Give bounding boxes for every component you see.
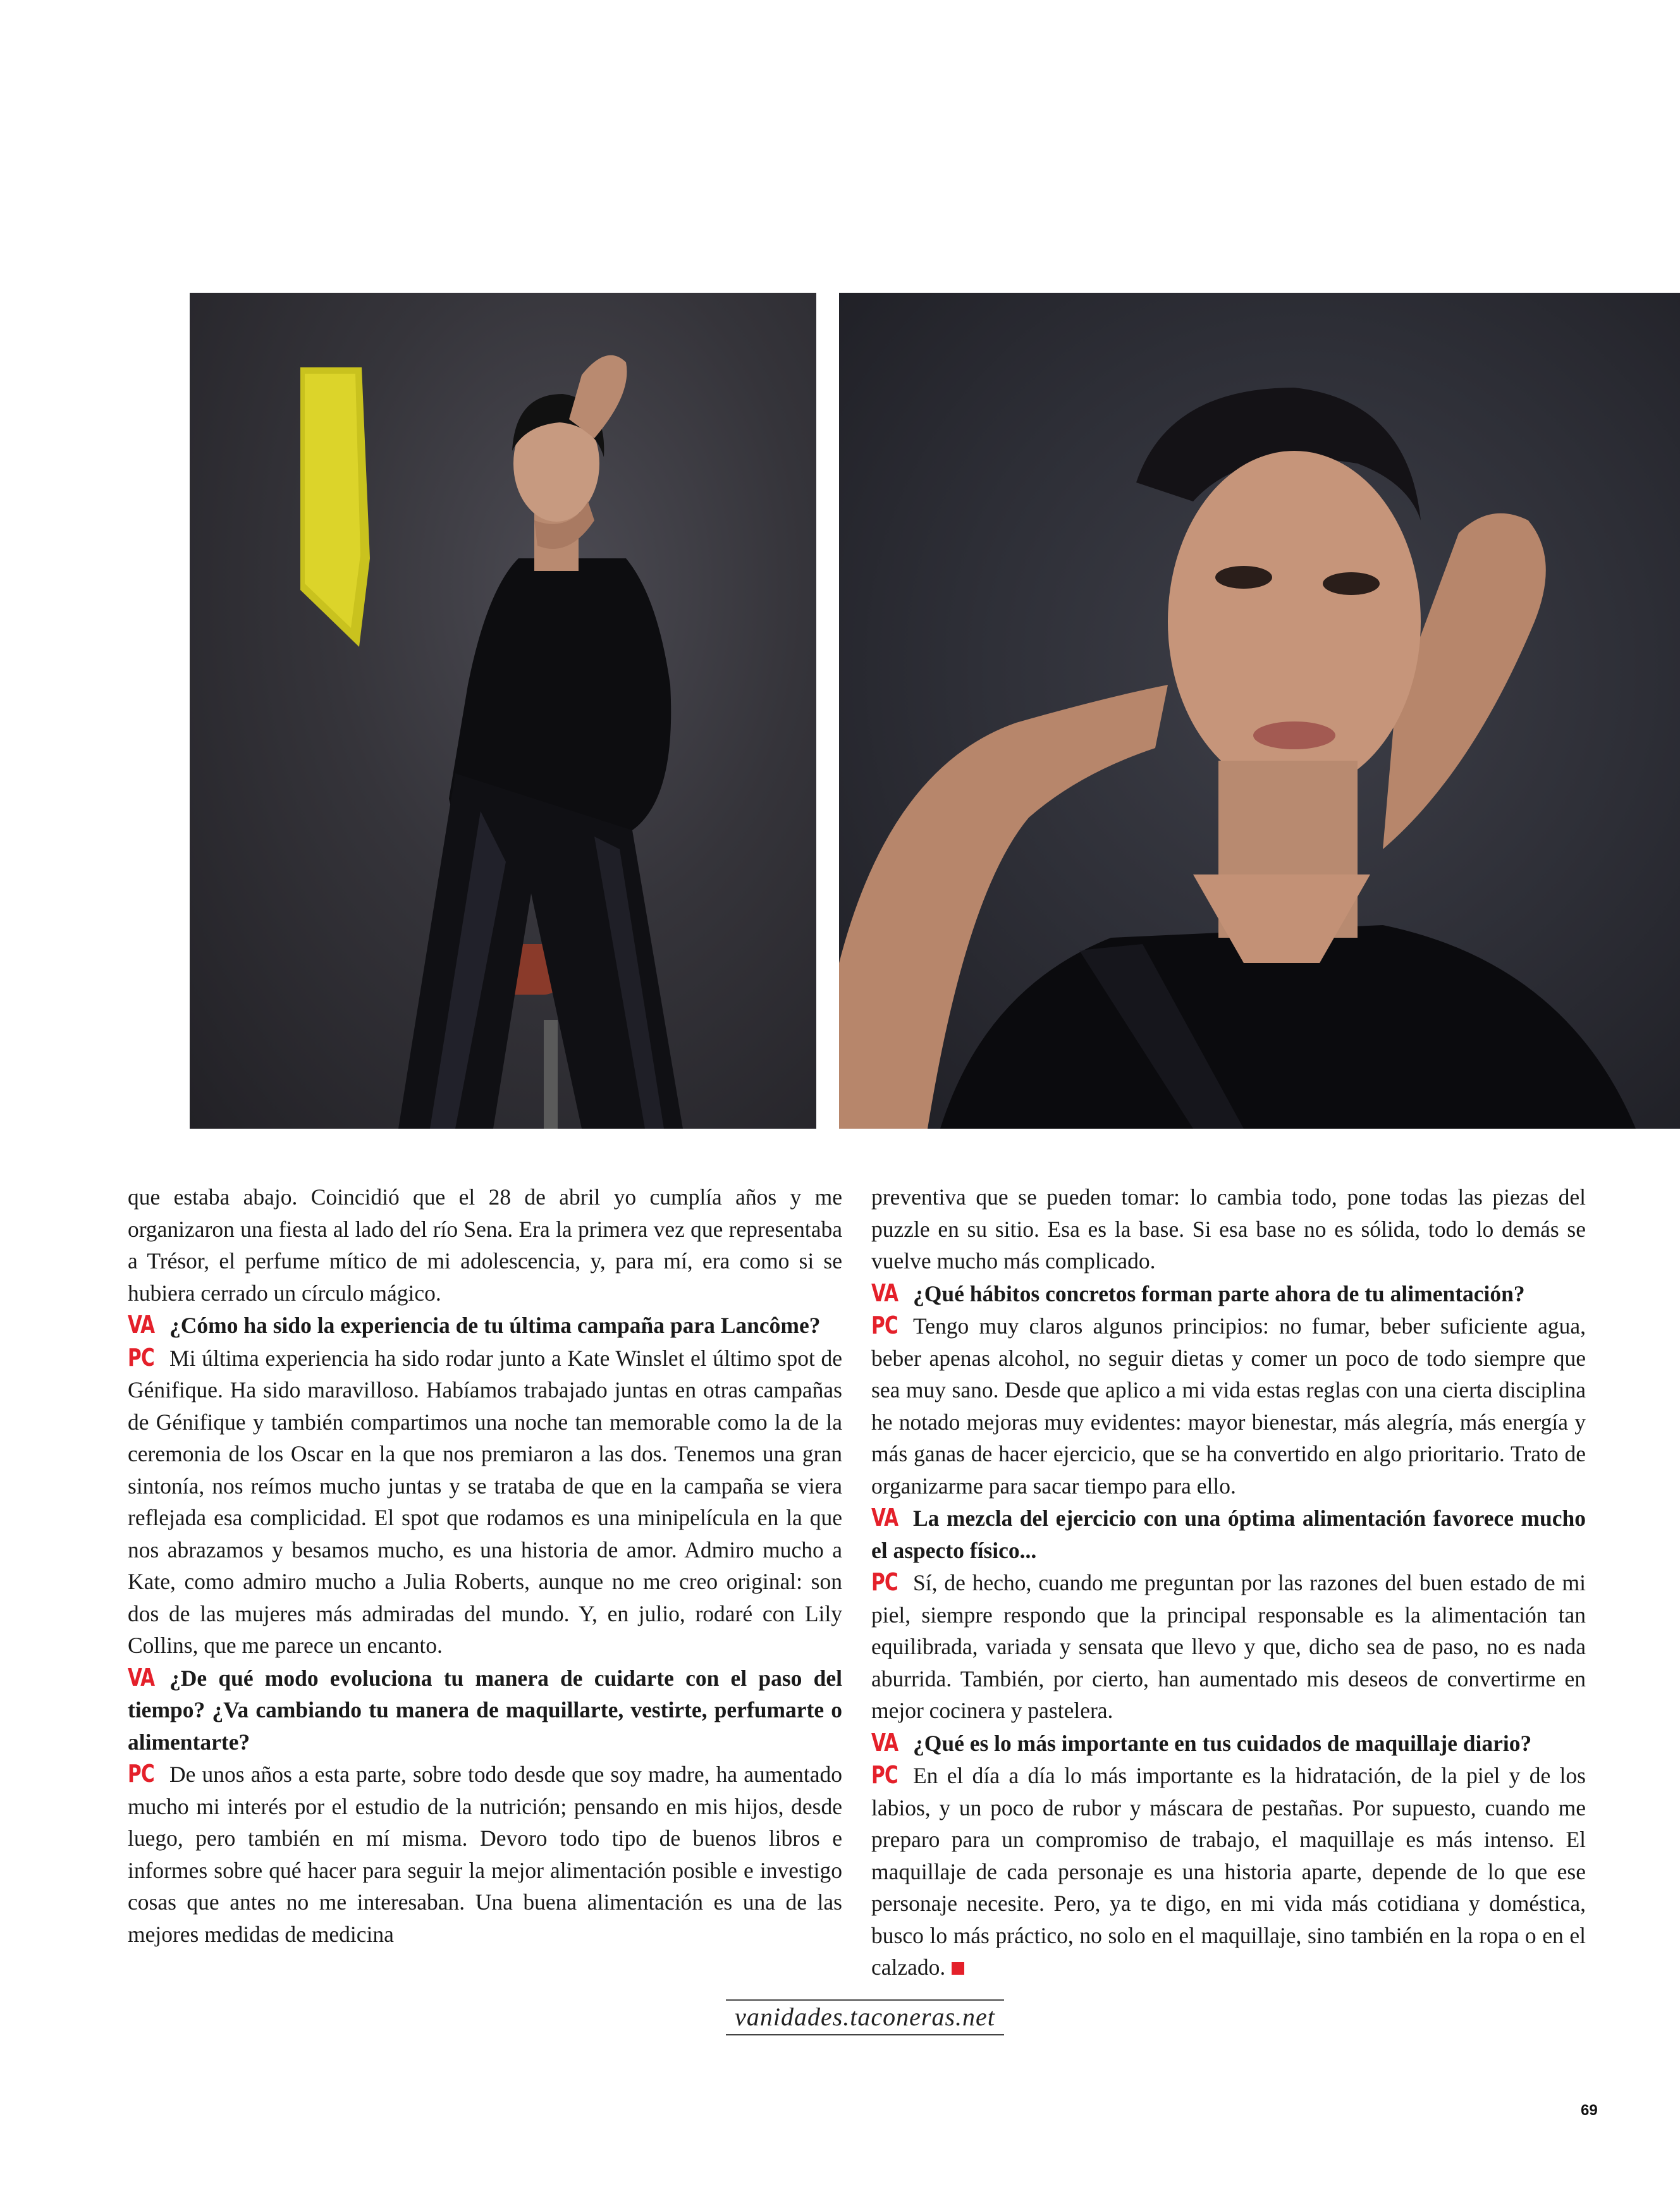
interviewee-tag: PC <box>128 1343 154 1372</box>
article-column-left <box>128 1181 842 1950</box>
interviewee-tag: PC <box>871 1761 898 1789</box>
interviewer-tag: VA <box>128 1663 155 1691</box>
question-paragraph: VA ¿Qué hábitos concretos forman parte ahora de tu alimentación? <box>871 1277 1586 1310</box>
question-paragraph: VA ¿De qué modo evoluciona tu manera de cuidarte con el paso del tiempo? ¿Va cambiando tu manera de maquillarte, vestirte, perfumarte o alimentarte? <box>128 1662 842 1758</box>
interviewer-tag: VA <box>871 1279 898 1307</box>
answer-paragraph: que estaba abajo. Coincidió que el 28 de abril yo cumplía años y me organizaron una fiesta al lado del río Sena. Era la primera vez que representaba a Trésor, el perfume mítico de mi adolescencia, y, para mí, era como si se hubiera cerrado un círculo mágico. <box>128 1184 842 1306</box>
interviewer-tag: VA <box>871 1728 898 1757</box>
interviewee-tag: PC <box>871 1311 898 1339</box>
photo-right <box>839 293 1680 1129</box>
interviewer-tag: VA <box>871 1504 898 1531</box>
interviewee-tag: PC <box>128 1760 154 1788</box>
question-paragraph: VA La mezcla del ejercicio con una óptima alimentación favorece mucho el aspecto físico... <box>871 1502 1586 1566</box>
photo-left <box>190 293 816 1129</box>
answer-paragraph: PC Mi última experiencia ha sido rodar junto a Kate Winslet el último spot de Génifique. Ha sido maravilloso. Habíamos trabajado juntas en otras campañas de Génifique y también compartimos una noche tan memorable como la de la ceremonia de los Oscar en la que nos premiaron a las dos. Tenemos una gran sintonía, nos reímos mucho juntas y se trataba de que en la campaña se viera reflejada esa complicidad. El spot que rodamos es una minipelícula en la que nos abrazamos y besamos mucho, es una historia de amor. Admiro mucho a Kate, como admiro mucho a Julia Roberts, aunque no me creo original: son dos de las mujeres más admiradas del mundo. Y, en julio, rodaré con Lily Collins, que me parece un encanto. <box>128 1342 842 1662</box>
answer-paragraph: PC Tengo muy claros algunos principios: no fumar, beber suficiente agua, beber apenas alcohol, no seguir dietas y comer un poco de todo siempre que sea muy sano. Desde que aplico a mi vida estas reglas con una cierta disciplina he notado mejoras muy evidentes: mayor bienestar, más alegría, más energía y más ganas de hacer ejercicio, que se ha convertido en algo prioritario. Trato de organizarme para sacar tiempo para ello. <box>871 1310 1586 1502</box>
question-paragraph: VA ¿Qué es lo más importante en tus cuidados de maquillaje diario? <box>871 1727 1586 1760</box>
interviewee-tag: PC <box>871 1568 898 1596</box>
answer-paragraph: PC En el día a día lo más importante es la hidratación, de la piel y de los labios, y un poco de rubor y máscara de pestañas. Por supuesto, cuando me preparo para un compromiso de trabajo, el maquillaje es más intenso. El maquillaje de cada personaje es una historia aparte, depende de lo que ese personaje necesite. Pero, ya te digo, en mi vida más cotidiana y doméstica, busco lo más práctico, no solo en el maquillaje, sino también en la ropa o en el calzado. <box>871 1759 1586 1984</box>
end-of-article-square-icon <box>952 1962 964 1975</box>
footer-website-link[interactable]: vanidades.taconeras.net <box>726 1999 1004 2035</box>
page-number: 69 <box>1581 2102 1598 2119</box>
answer-paragraph: PC Sí, de hecho, cuando me preguntan por las razones del buen estado de mi piel, siempre respondo que la principal responsable es la alimentación tan equilibrada, variada y sensata que llevo y que, dicho sea de paso, no es nada aburrida. También, por cierto, han aumentado mis deseos de convertirme en mejor cocinera y pastelera. <box>871 1566 1586 1727</box>
interviewer-tag: VA <box>128 1311 155 1339</box>
article-column-right <box>871 1181 1586 1984</box>
answer-paragraph: preventiva que se pueden tomar: lo cambia todo, pone todas las piezas del puzzle en su sitio. Esa es la base. Si esa base no es sólida, todo lo demás se vuelve mucho más complicado. <box>871 1184 1586 1273</box>
photo-right-illustration <box>839 293 1680 1129</box>
photo-left-illustration <box>190 293 816 1129</box>
answer-paragraph: PC De unos años a esta parte, sobre todo desde que soy madre, ha aumentado mucho mi interés por el estudio de la nutrición; pensando en mis hijos, desde luego, pero también en mí misma. Devoro todo tipo de buenos libros e informes sobre qué hacer para seguir la mejor alimentación posible e investigo cosas que antes no me interesaban. Una buena alimentación es una de las mejores medidas de medicina <box>128 1758 842 1950</box>
question-paragraph: VA ¿Cómo ha sido la experiencia de tu última campaña para Lancôme? <box>128 1309 842 1342</box>
